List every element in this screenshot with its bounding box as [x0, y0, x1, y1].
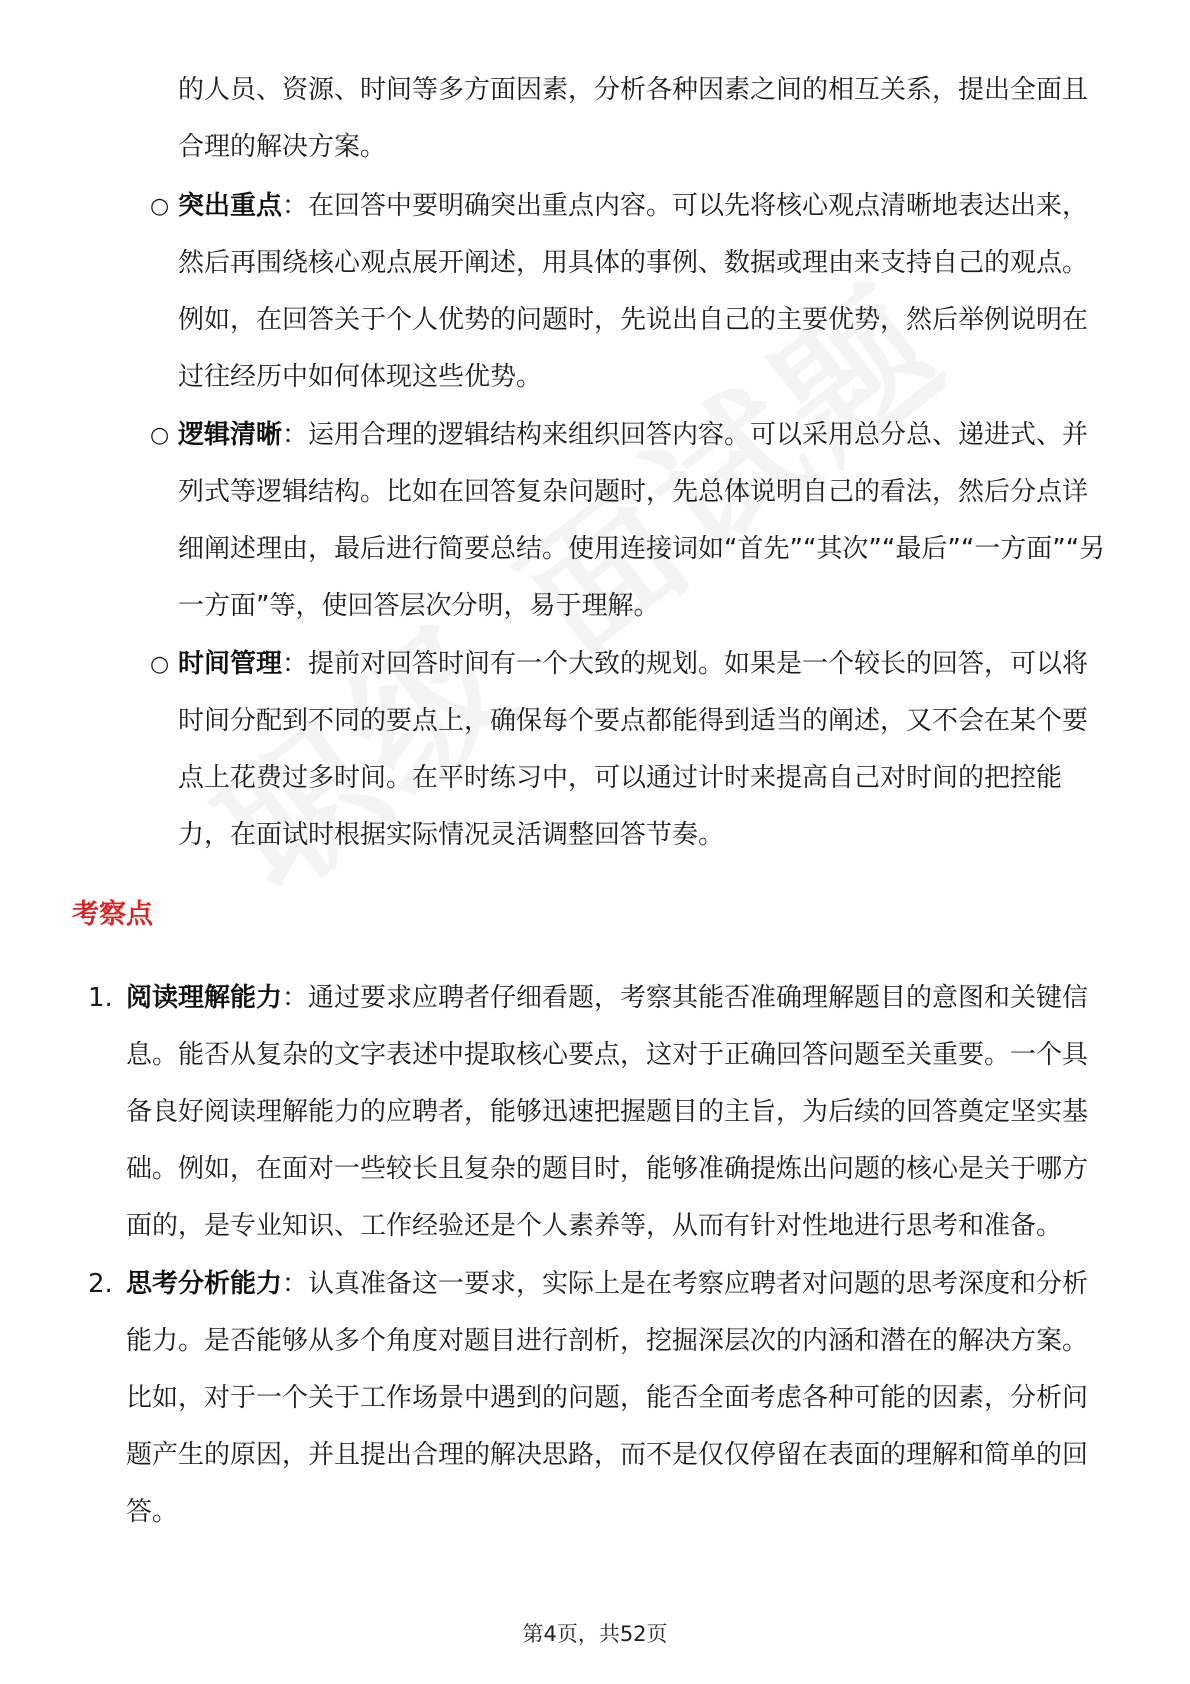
bullet-separator: ： [282, 649, 309, 679]
bullet-text: 运用合理的逻辑结构来组织回答内容。可以采用总分总、递进式、并列式等逻辑结构。比如在回答复杂问题时，先总体说明自己的看法，然后分点详细阐述理由，最后进行简要总结。使用连接词如“首先”“其次”“最后”“一方面”“另一方面”等，使回答层次分明，易于理解。 [178, 420, 1106, 621]
bullet-separator: ： [282, 191, 309, 221]
hollow-circle-bullet-icon: ○ [150, 194, 170, 219]
tips-bullet-list [150, 178, 1110, 865]
hollow-circle-bullet-icon: ○ [150, 652, 170, 677]
item-text: 通过要求应聘者仔细看题，考察其能否准确理解题目的意图和关键信息。能否从复杂的文字表述中提取核心要点，这对于正确回答问题至关重要。一个具备良好阅读理解能力的应聘者，能够迅速把握题目的主旨，为后续的回答奠定坚实基础。例如，在面对一些较长且复杂的题目时，能够准确提炼出问题的核心是关于哪方面的，是专业知识、工作经验还是个人素养等，从而有针对性地进行思考和准备。 [126, 983, 1089, 1241]
item-separator: ： [282, 983, 309, 1013]
item-text: 认真准备这一要求，实际上是在考察应聘者对问题的思考深度和分析能力。是否能够从多个角度对题目进行剖析，挖掘深层次的内涵和潜在的解决方案。比如，对于一个关于工作场景中遇到的问题，能否全面考虑各种可能的因素，分析问题产生的原因，并且提出合理的解决思路，而不是仅仅停留在表面的理解和简单的回答。 [126, 1269, 1089, 1527]
bullet-title: 突出重点 [178, 191, 283, 221]
item-title: 阅读理解能力 [126, 983, 283, 1013]
item-number: 1. [88, 983, 113, 1013]
bullet-text: 提前对回答时间有一个大致的规划。如果是一个较长的回答，可以将时间分配到不同的要点上，确保每个要点都能得到适当的阐述，又不会在某个要点上花费过多时间。在平时练习中，可以通过计时来提高自己对时间的把控能力，在面试时根据实际情况灵活调整回答节奏。 [178, 649, 1089, 850]
assessment-item-reading [80, 970, 1110, 1255]
page-footer: 第4页，共52页 [522, 1622, 668, 1646]
bullet-title: 时间管理 [178, 649, 283, 679]
section-title: 考察点 [72, 899, 153, 930]
continuation-paragraph: 的人员、资源、时间等多方面因素，分析各种因素之间的相互关系，提出全面且合理的解决方案。 [178, 75, 1089, 162]
assessment-points-list [80, 970, 1110, 1542]
item-title: 思考分析能力 [126, 1269, 283, 1299]
bullet-title: 逻辑清晰 [178, 420, 283, 450]
bullet-item-time [150, 636, 1110, 864]
item-number: 2. [88, 1269, 113, 1299]
bullet-item-logic [150, 407, 1110, 635]
item-separator: ： [282, 1269, 309, 1299]
bullet-item-highlight [150, 178, 1110, 406]
bullet-separator: ： [282, 420, 309, 450]
assessment-item-analysis [80, 1256, 1110, 1541]
hollow-circle-bullet-icon: ○ [150, 423, 170, 448]
bullet-text: 在回答中要明确突出重点内容。可以先将核心观点清晰地表达出来，然后再围绕核心观点展开阐述，用具体的事例、数据或理由来支持自己的观点。例如，在回答关于个人优势的问题时，先说出自己的主要优势，然后举例说明在过往经历中如何体现这些优势。 [178, 191, 1089, 392]
